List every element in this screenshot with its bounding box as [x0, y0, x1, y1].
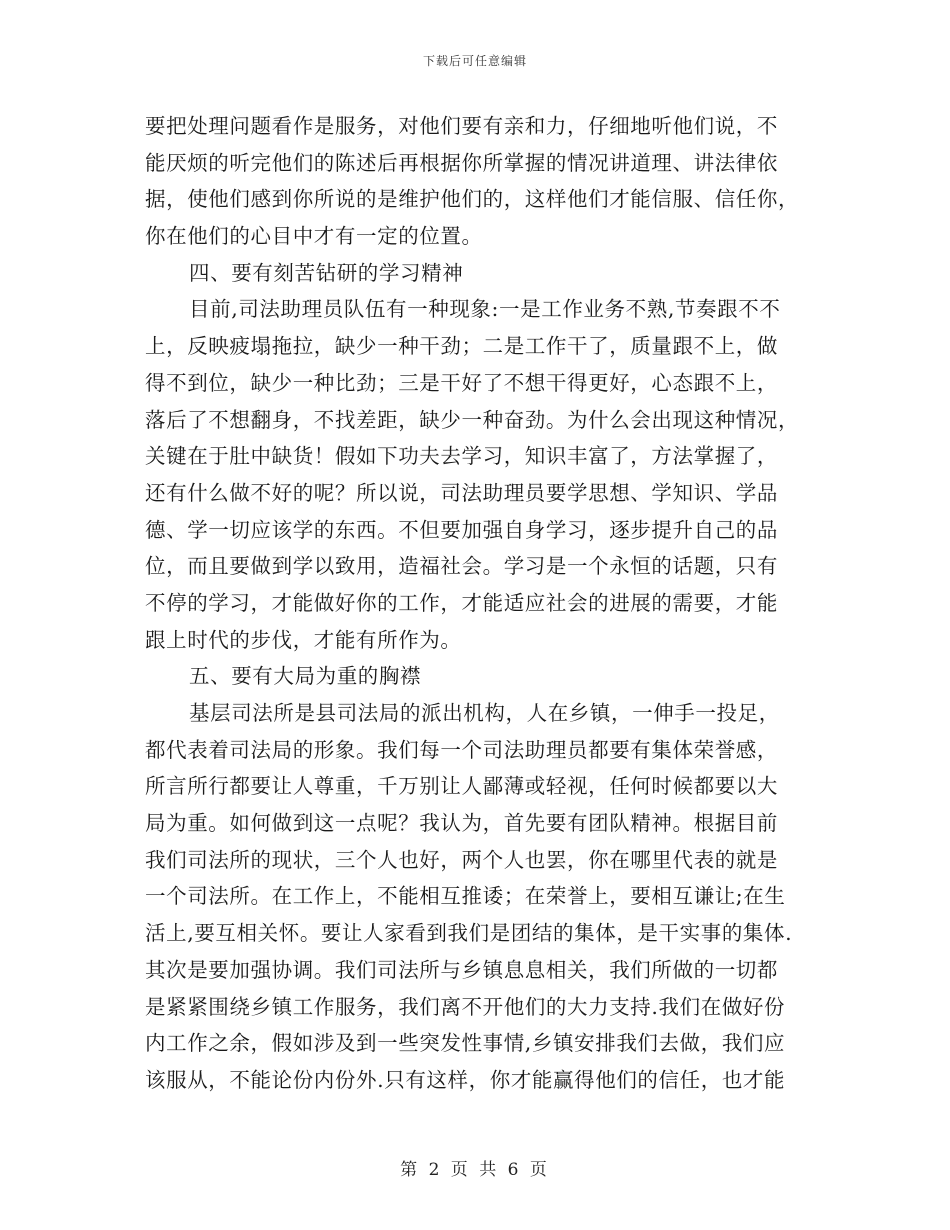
text-line: 我们司法所的现状，三个人也好，两个人也罢，你在哪里代表的就是 [145, 847, 778, 872]
text-line: 跟上时代的步伐，才能有所作为。 [145, 627, 462, 652]
text-line: 所言所行都要让人尊重，千万别让人鄙薄或轻视，任何时候都要以大 [145, 774, 778, 799]
text-line: 其次是要加强协调。我们司法所与乡镇息息相关，我们所做的一切都 [145, 957, 778, 982]
text-line: 都代表着司法局的形象。我们每一个司法助理员都要有集体荣誉感， [145, 737, 778, 762]
text-line: 能厌烦的听完他们的陈述后再根据你所掌握的情况讲道理、讲法律依 [145, 150, 778, 175]
text-line: 位，而且要做到学以致用，造福社会。学习是一个永恒的话题，只有 [145, 554, 778, 579]
text-line: 是紧紧围绕乡镇工作服务，我们离不开他们的大力支持.我们在做好份 [145, 994, 786, 1019]
text-line: 上，反映疲塌拖拉，缺少一种干劲；二是工作干了，质量跟不上，做 [145, 334, 778, 359]
page-number: 第 2 页 共 6 页 [400, 1160, 550, 1180]
text-line: 不停的学习，才能做好你的工作，才能适应社会的进展的需要，才能 [145, 590, 778, 615]
document-body [145, 108, 810, 1099]
text-line: 该服从，不能论份内份外.只有这样，你才能赢得他们的信任，也才能 [145, 1067, 786, 1092]
text-line: 你在他们的心目中才有一定的位置。 [145, 224, 483, 249]
text-line: 关键在于肚中缺货！假如下功夫去学习，知识丰富了，方法掌握了， [145, 444, 778, 469]
text-line: 基层司法所是县司法局的派出机构，人在乡镇，一伸手一投足， [189, 701, 780, 725]
text-line: 一个司法所。在工作上，不能相互推诿；在荣誉上，要相互谦让;在生 [145, 884, 786, 909]
text-line: 内工作之余，假如涉及到一些突发性事情,乡镇安排我们去做，我们应 [145, 1031, 786, 1056]
text-line: 活上,要互相关怀。要让人家看到我们是团结的集体，是干实事的集体. [145, 921, 793, 946]
page-header: 下载后可任意编辑 [422, 54, 527, 68]
text-line: 德、学一切应该学的东西。不但要加强自身学习，逐步提升自己的品 [145, 517, 778, 542]
text-line: 目前,司法助理员队伍有一种现象:一是工作业务不熟,节奏跟不不 [189, 297, 781, 322]
text-line: 四、要有刻苦钻研的学习精神 [189, 260, 464, 285]
text-line: 据，使他们感到你所说的是维护他们的，这样他们才能信服、信任你， [145, 187, 800, 212]
text-line: 要把处理问题看作是服务，对他们要有亲和力，仔细地听他们说，不 [145, 114, 778, 138]
text-line: 五、要有大局为重的胸襟 [189, 664, 422, 689]
text-line: 还有什么做不好的呢？所以说，司法助理员要学思想、学知识、学品 [145, 480, 778, 505]
text-line: 落后了不想翻身，不找差距，缺少一种奋劲。为什么会出现这种情况， [145, 407, 800, 432]
text-line: 局为重。如何做到这一点呢？我认为，首先要有团队精神。根据目前 [145, 811, 778, 836]
text-line: 得不到位，缺少一种比劲；三是干好了不想干得更好，心态跟不上， [145, 370, 778, 395]
